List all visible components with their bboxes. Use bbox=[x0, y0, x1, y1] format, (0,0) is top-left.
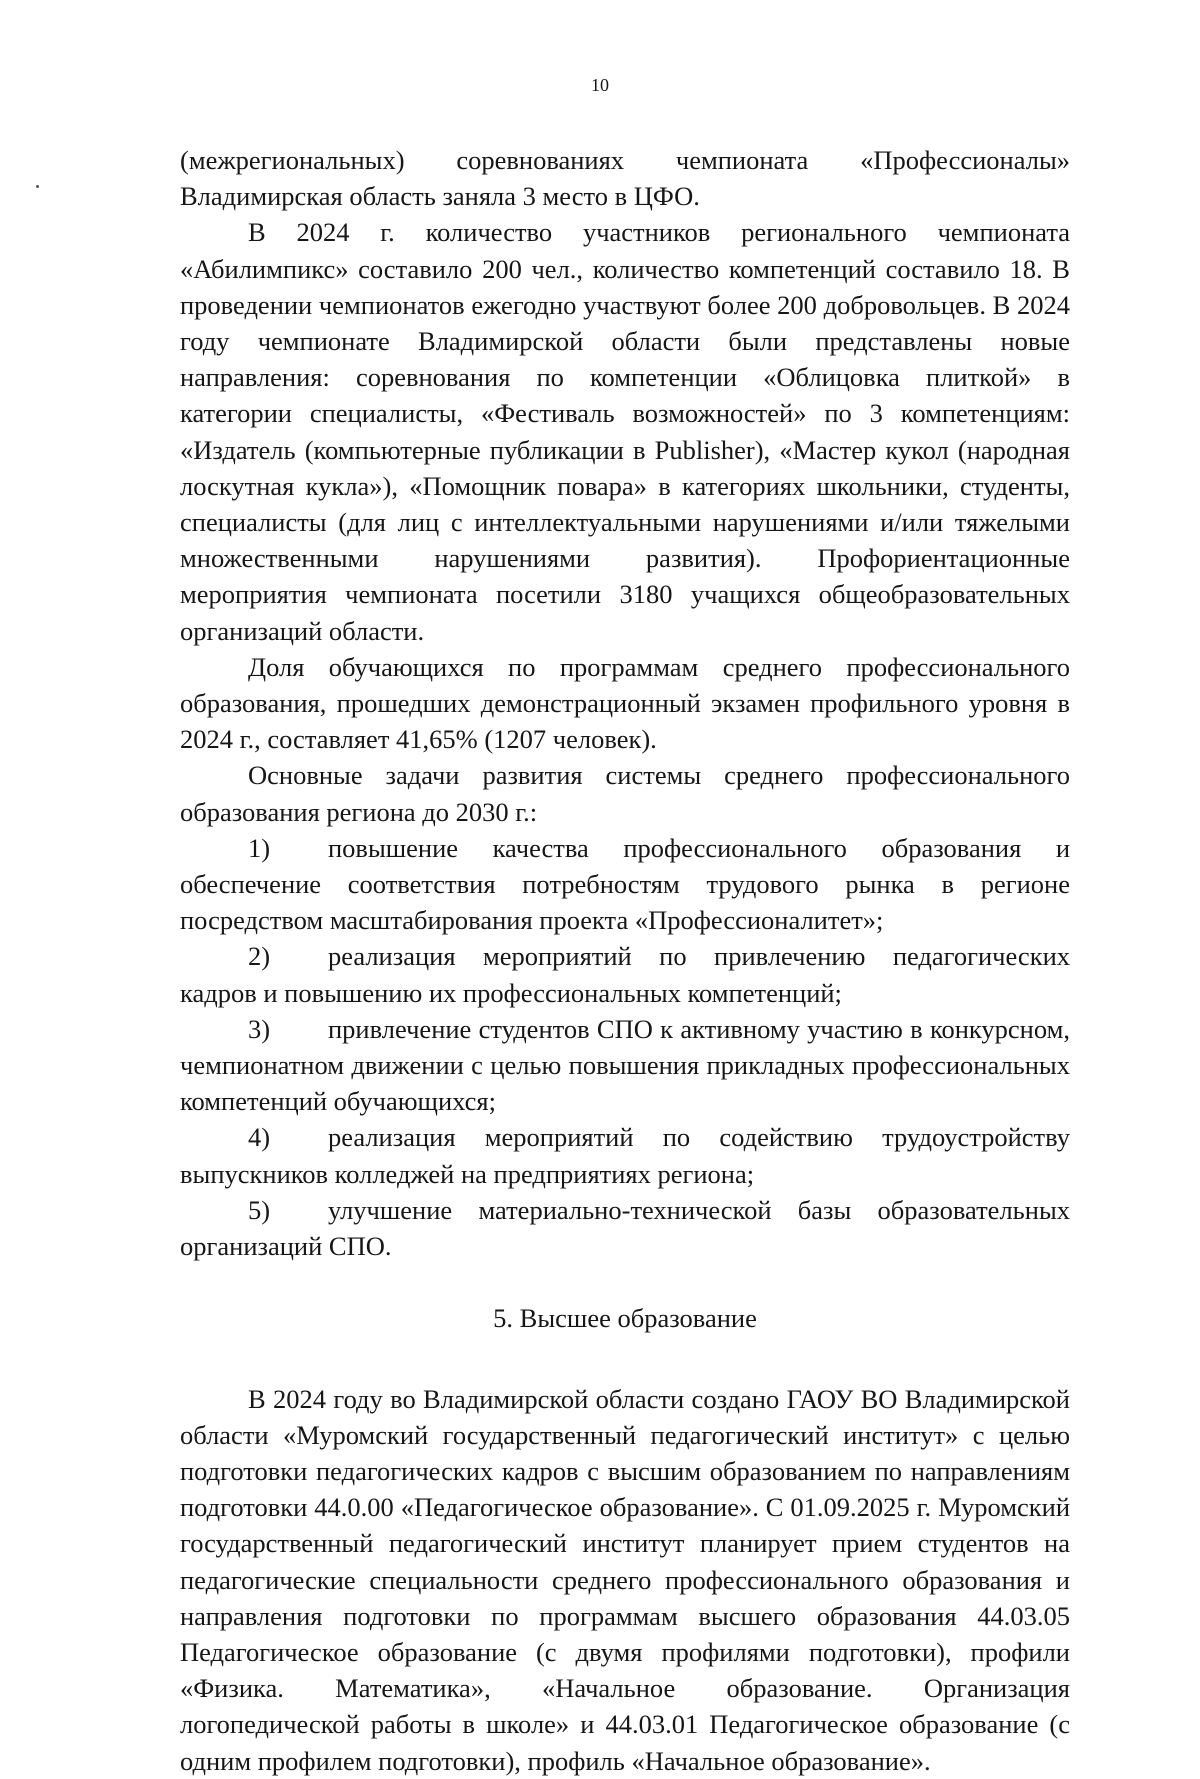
list-item bbox=[180, 1011, 1070, 1120]
section-heading-higher-education: 5. Высшее образование bbox=[493, 1303, 757, 1334]
document-body bbox=[180, 142, 1070, 1779]
list-item bbox=[180, 938, 1070, 1010]
list-item bbox=[180, 1192, 1070, 1264]
list-item-number: 3) bbox=[248, 1013, 271, 1044]
paragraph-main-tasks-intro: Основные задачи развития системы среднего профессионального образования региона до 2030 г.: bbox=[180, 760, 1070, 827]
tasks-list bbox=[180, 830, 1070, 1264]
paragraph-abilympics: В 2024 г. количество участников регионального чемпионата «Абилимпикс» составило 200 чел., количество компетенций составило 18. В проведении чемпионатов ежегодно участвуют более 200 добровольцев. В 2024 году чемпионате Владимирской области были представлены новые направления: соревнования по компетенции «Облицовка плиткой» в категории специалисты, «Фестиваль возможностей» по 3 компетенциям: «Издатель (компьютерные публикации в Publisher), «Мастер кукол (народная лоскутная кукла»), «Помощник повара» в категориях школьники, студенты, специалисты (для лиц с интеллектуальными нарушениями и/или тяжелыми множественными нарушениями развития). Профориентационные мероприятия чемпионата посетили 3180 учащихся общеобразовательных организаций области. bbox=[180, 217, 1070, 646]
list-item-text: повышение качества профессионального образования и обеспечение соответствия потребностям трудового рынка в регионе посредством масштабирования проекта «Профессионалитет»; bbox=[180, 832, 1070, 936]
list-item-text: привлечение студентов СПО к активному участию в конкурсном, чемпионатном движении с целью повышения прикладных профессиональных компетенций обучающихся; bbox=[180, 1013, 1070, 1117]
paragraph-murom-institute: В 2024 году во Владимирской области создано ГАОУ ВО Владимирской области «Муромский государственный педагогический институт» с целью подготовки педагогических кадров с высшим образованием по направлениям подготовки 44.0.00 «Педагогическое образование». С 01.09.2025 г. Муромский государственный педагогический институт планирует прием студентов на педагогические специальности среднего профессионального образования и направления подготовки по программам высшего образования 44.03.05 Педагогическое образование (с двумя профилями подготовки), профили «Физика. Математика», «Начальное образование. Организация логопедической работы в школе» и 44.03.01 Педагогическое образование (с одним профилем подготовки), профиль «Начальное образование». bbox=[180, 1383, 1070, 1776]
list-item-number: 1) bbox=[248, 832, 271, 863]
page-number: 10 bbox=[591, 75, 609, 95]
list-item-number: 5) bbox=[248, 1194, 271, 1225]
list-item-number: 2) bbox=[248, 941, 271, 972]
list-item bbox=[180, 1119, 1070, 1191]
paragraph-championship-continued: (межрегиональных) соревнованиях чемпионата «Профессионалы» Владимирская область заняла 3 место в ЦФО. bbox=[180, 145, 1070, 212]
list-item-number: 4) bbox=[248, 1122, 271, 1153]
list-item-text: реализация мероприятий по привлечению педагогических кадров и повышению их профессиональных компетенций; bbox=[180, 941, 1070, 1008]
list-item-text: реализация мероприятий по содействию трудоустройству выпускников колледжей на предприятиях региона; bbox=[180, 1122, 1070, 1189]
paragraph-demo-exam-share: Доля обучающихся по программам среднего профессионального образования, прошедших демонстрационный экзамен профильного уровня в 2024 г., составляет 41,65% (1207 человек). bbox=[180, 651, 1070, 755]
scan-speck bbox=[36, 185, 39, 188]
list-item bbox=[180, 830, 1070, 939]
list-item-text: улучшение материально-технической базы образовательных организаций СПО. bbox=[180, 1194, 1070, 1262]
